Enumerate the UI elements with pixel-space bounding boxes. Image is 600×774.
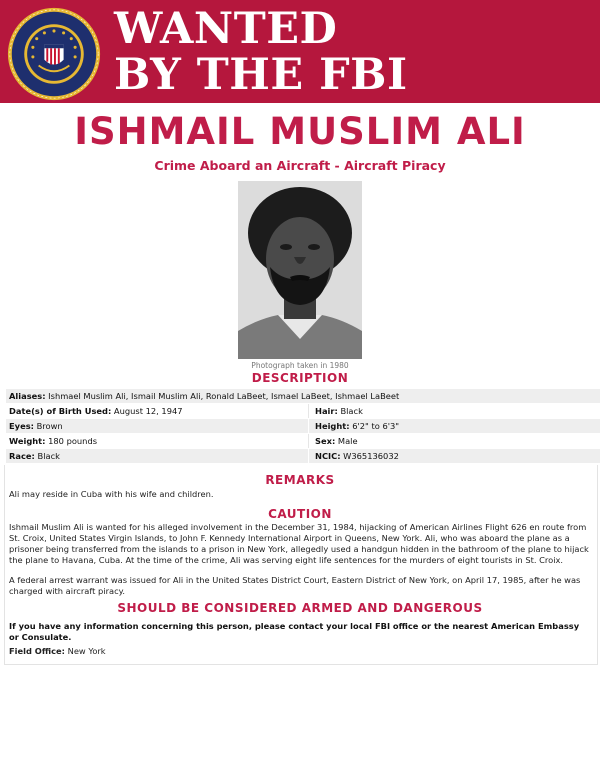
table-row [6,448,600,463]
field-office-value: New York [67,646,106,656]
aliases-row [6,388,600,403]
remarks-heading: REMARKS [265,473,335,487]
fbi-seal-icon [6,6,102,102]
banner-title [114,6,408,98]
subject-name: ISHMAIL MUSLIM ALI [74,110,526,153]
subject-photo [238,181,362,359]
weight-label: Weight: [9,436,46,446]
contact-instructions: If you have any information concerning this person, please contact your local FBI office or the nearest American Embassy or Consulate. [9,621,580,642]
table-row [6,403,600,418]
weight-value: 180 pounds [48,436,98,446]
hair-label: Hair: [315,406,338,416]
race-label: Race: [9,451,35,461]
aliases-value: Ishmael Muslim Ali, Ismail Muslim Ali, Ronald LaBeet, Ismael LaBeet, Ishmael LaBeet [48,391,400,401]
ncic-label: NCIC: [315,451,341,461]
header-banner [0,0,600,103]
description-table [6,388,600,463]
table-row [6,418,600,433]
field-office-label: Field Office: [9,646,65,656]
height-value: 6'2" to 6'3" [352,421,400,431]
subject-photo-image [238,181,362,359]
banner-title-line2: BY THE FBI [114,50,408,100]
crime-title: Crime Aboard an Aircraft - Aircraft Piracy [154,158,446,173]
armed-dangerous-heading: SHOULD BE CONSIDERED ARMED AND DANGEROUS [117,601,483,615]
aliases-label: Aliases: [9,391,46,401]
caution-paragraph-2: A federal arrest warrant was issued for Ali in the United States District Court, Eastern District of New York, on April 17, 1985, after he was charged with aircraft piracy. [9,575,581,596]
dob-label: Date(s) of Birth Used: [9,406,112,416]
field-office [9,646,591,657]
hair-value: Black [340,406,363,416]
race-value: Black [37,451,60,461]
remarks-text: Ali may reside in Cuba with his wife and children. [9,489,214,499]
ncic-value: W365136032 [343,451,399,461]
description-heading: DESCRIPTION [251,371,349,385]
sex-label: Sex: [315,436,336,446]
sex-value: Male [337,436,358,446]
banner-title-line1: WANTED [114,4,338,54]
height-label: Height: [315,421,350,431]
caution-paragraph-1: Ishmail Muslim Ali is wanted for his alleged involvement in the December 31, 1984, hijacking of American Airlines Flight 626 en route from St. Croix, United States Virgin Islands, to John F. Kennedy International Airport in Queens, New York. Ali, who was aboard the plane as a prisoner being transferred from the islands to a prison in New York, allegedly used a handgun hidden in the bathroom of the plane to hijack the plane to Havana, Cuba. At the time of the crime, Ali was serving eight life sentences for the murders of eight tourists in St. Croix. [9,522,589,565]
table-row [6,433,600,448]
eyes-label: Eyes: [9,421,34,431]
photo-caption: Photograph taken in 1980 [251,361,349,370]
caution-heading: CAUTION [268,507,332,521]
dob-value: August 12, 1947 [113,406,183,416]
eyes-value: Brown [36,421,63,431]
